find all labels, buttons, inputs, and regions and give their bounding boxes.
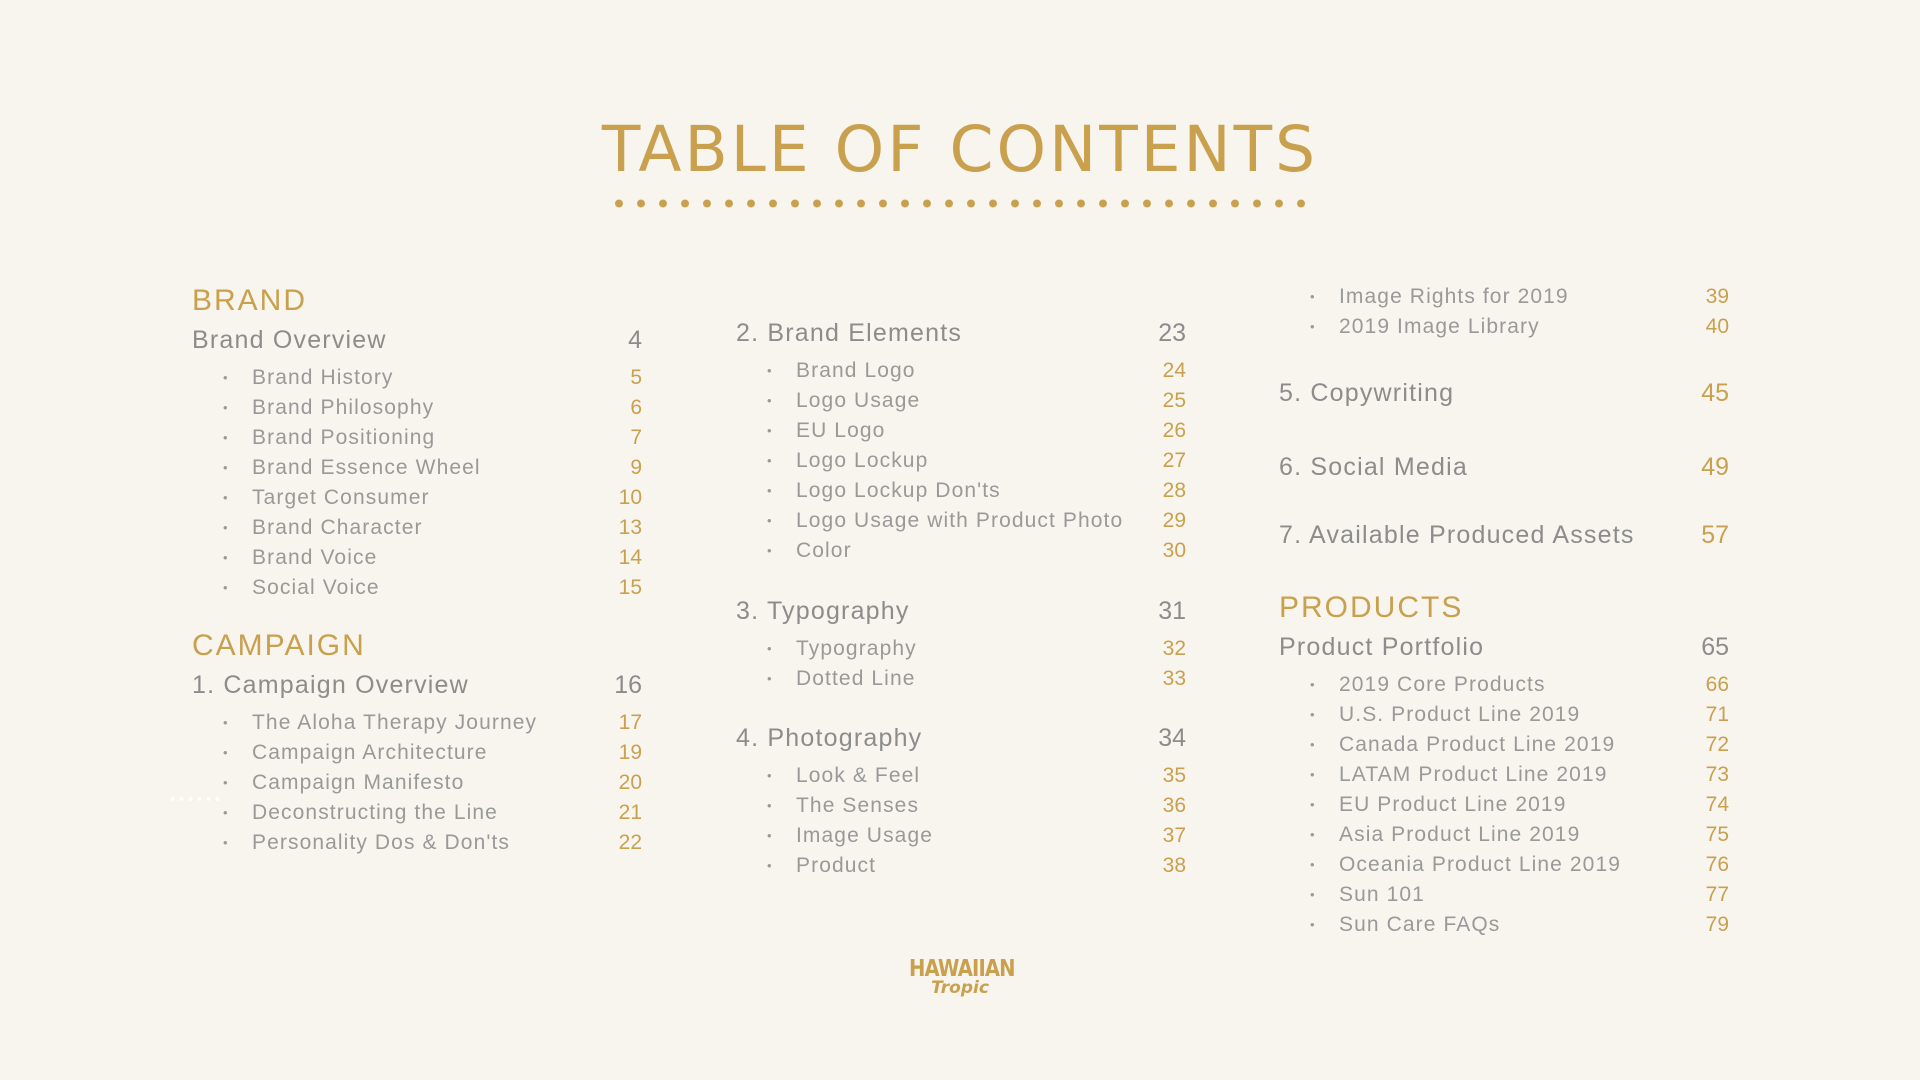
page-title: TABLE OF CONTENTS [601,113,1319,186]
section-heading-brand: BRAND [192,284,308,317]
toc-item-label: • 2019 Image Library [1279,312,1540,342]
toc-item-page: 36 [1162,794,1186,817]
toc-entry-page: 31 [1158,597,1186,625]
toc-item[interactable] [192,708,642,738]
toc-item-page: 27 [1162,449,1186,472]
toc-entry-page: 65 [1701,633,1729,661]
toc-entry-page: 16 [614,671,642,699]
toc-item[interactable] [736,664,1186,694]
toc-item-page: 22 [618,831,642,854]
toc-item[interactable] [1279,730,1729,760]
toc-item-page: 40 [1705,315,1729,338]
toc-entry-page: 4 [628,326,642,354]
toc-item-page: 14 [618,546,642,569]
toc-item-label: • U.S. Product Line 2019 [1279,700,1580,730]
toc-item-label: • EU Logo [736,416,885,446]
toc-item-label: • Brand Logo [736,356,916,386]
toc-item-label: • The Senses [736,791,919,821]
toc-item-page: 20 [618,771,642,794]
dotted-divider [608,199,1312,208]
toc-item-label: • Typography [736,634,917,664]
toc-entry-social-media[interactable] [1279,452,1729,482]
toc-item[interactable] [1279,850,1729,880]
toc-entry-label: 2. Brand Elements [736,319,963,347]
toc-item[interactable] [192,393,642,423]
toc-item-page: 21 [618,801,642,824]
toc-item[interactable] [1279,910,1729,940]
toc-item-page: 25 [1162,389,1186,412]
toc-item[interactable] [192,513,642,543]
toc-item[interactable] [1279,670,1729,700]
toc-item-page: 9 [630,456,642,479]
toc-entry-photography[interactable] [736,723,1186,753]
toc-list-products [1279,670,1729,940]
toc-item-label: • Logo Lockup Don'ts [736,476,1001,506]
toc-item-page: 35 [1162,764,1186,787]
toc-item-label: • Campaign Architecture [192,738,488,768]
toc-entry-label: Product Portfolio [1279,633,1485,661]
toc-entry-page: 49 [1701,453,1729,481]
toc-item-page: 32 [1162,637,1186,660]
toc-entry-label: 4. Photography [736,724,923,752]
toc-item-page: 6 [630,396,642,419]
toc-entry-page: 45 [1701,379,1729,407]
toc-item[interactable] [736,476,1186,506]
toc-item-page: 74 [1705,793,1729,816]
toc-item-page: 38 [1162,854,1186,877]
toc-list-brand-elements [736,356,1186,566]
toc-item[interactable] [1279,282,1729,312]
toc-item[interactable] [192,363,642,393]
toc-item[interactable] [192,573,642,603]
toc-item[interactable] [736,356,1186,386]
toc-item[interactable] [736,791,1186,821]
toc-item-page: 24 [1162,359,1186,382]
toc-item-page: 29 [1162,509,1186,532]
toc-item-page: 39 [1705,285,1729,308]
toc-item-label: • Image Usage [736,821,933,851]
toc-entry-label: Brand Overview [192,326,387,354]
toc-item-label: • Brand Character [192,513,423,543]
toc-item-label: • Product [736,851,876,881]
toc-list-photography [736,761,1186,881]
toc-item[interactable] [1279,790,1729,820]
toc-item-label: • Brand Philosophy [192,393,434,423]
toc-list-photography-continued [1279,282,1729,342]
toc-item-label: • Brand Essence Wheel [192,453,481,483]
toc-list-campaign [192,708,642,858]
toc-item-label: • Sun Care FAQs [1279,910,1500,940]
toc-item-page: 66 [1705,673,1729,696]
toc-item-page: 72 [1705,733,1729,756]
toc-item-page: 73 [1705,763,1729,786]
toc-item[interactable] [192,738,642,768]
toc-item-page: 37 [1162,824,1186,847]
toc-item-label: • Brand History [192,363,394,393]
toc-entry-page: 34 [1158,724,1186,752]
toc-item-label: • Logo Lockup [736,446,928,476]
toc-item-label: • Social Voice [192,573,380,603]
toc-entry-page: 57 [1701,521,1729,549]
toc-item[interactable] [736,821,1186,851]
toc-item[interactable] [192,543,642,573]
toc-list-typography [736,634,1186,694]
hawaiian-tropic-logo [900,957,1020,1007]
toc-entry-typography[interactable] [736,596,1186,626]
toc-entry-label: 1. Campaign Overview [192,671,469,699]
toc-item-page: 71 [1705,703,1729,726]
toc-entry-available-assets[interactable] [1279,520,1729,550]
toc-item[interactable] [1279,700,1729,730]
toc-entry-label: 5. Copywriting [1279,379,1455,407]
toc-entry-brand-elements[interactable] [736,318,1186,348]
toc-item-page: 17 [618,711,642,734]
toc-entry-campaign-overview[interactable] [192,670,642,700]
toc-item-page: 75 [1705,823,1729,846]
toc-list-brand [192,363,642,603]
toc-item-label: • Target Consumer [192,483,430,513]
toc-item-label: • Image Rights for 2019 [1279,282,1569,312]
toc-item[interactable] [1279,880,1729,910]
toc-item[interactable] [736,536,1186,566]
toc-item[interactable] [192,423,642,453]
toc-item[interactable] [736,634,1186,664]
toc-item-page: 77 [1705,883,1729,906]
logo-wordmark-bottom: Tropic [931,978,989,998]
toc-item[interactable] [736,761,1186,791]
toc-entry-label: 3. Typography [736,597,910,625]
toc-item-label: • Brand Positioning [192,423,435,453]
toc-entry-copywriting[interactable] [1279,378,1729,408]
toc-item-label: • Logo Usage with Product Photo [736,506,1123,536]
toc-item[interactable] [192,483,642,513]
toc-item-label: • Dotted Line [736,664,916,694]
toc-entry-label: 7. Available Produced Assets [1279,521,1635,549]
toc-item-label: • EU Product Line 2019 [1279,790,1566,820]
toc-item[interactable] [192,768,642,798]
toc-item-page: 30 [1162,539,1186,562]
toc-item[interactable] [736,506,1186,536]
toc-item-page: 13 [618,516,642,539]
toc-item[interactable] [192,453,642,483]
logo-wordmark-top: HAWAIIAN [909,956,1015,982]
toc-item-page: 5 [630,366,642,389]
toc-item-label: • Brand Voice [192,543,377,573]
toc-entry-product-portfolio[interactable] [1279,632,1729,662]
toc-item-label: • Campaign Manifesto [192,768,464,798]
toc-entry-brand-overview[interactable] [192,325,642,355]
toc-item-page: 7 [630,426,642,449]
toc-item-label: • Oceania Product Line 2019 [1279,850,1621,880]
section-heading-products: PRODUCTS [1279,591,1464,624]
toc-item-label: • Color [736,536,852,566]
toc-item-label: • Logo Usage [736,386,920,416]
toc-item[interactable] [736,446,1186,476]
toc-item[interactable] [192,798,642,828]
toc-item-page: 15 [618,576,642,599]
toc-item[interactable] [736,851,1186,881]
toc-item[interactable] [1279,820,1729,850]
toc-item-label: • Look & Feel [736,761,920,791]
toc-item-label: • The Aloha Therapy Journey [192,708,537,738]
toc-item[interactable] [192,828,642,858]
toc-item-label: • Sun 101 [1279,880,1425,910]
toc-item-label: • LATAM Product Line 2019 [1279,760,1608,790]
toc-item-page: 10 [618,486,642,509]
toc-item-page: 76 [1705,853,1729,876]
toc-item[interactable] [736,386,1186,416]
toc-item[interactable] [1279,760,1729,790]
toc-item-page: 33 [1162,667,1186,690]
toc-item-page: 19 [618,741,642,764]
section-heading-campaign: CAMPAIGN [192,629,366,662]
toc-entry-label: 6. Social Media [1279,453,1468,481]
toc-item-label: • Personality Dos & Don'ts [192,828,510,858]
toc-item-page: 79 [1705,913,1729,936]
toc-entry-page: 23 [1158,319,1186,347]
toc-item-page: 26 [1162,419,1186,442]
toc-item-label: • 2019 Core Products [1279,670,1546,700]
toc-item-label: • Deconstructing the Line [192,798,498,828]
toc-item[interactable] [736,416,1186,446]
toc-item[interactable] [1279,312,1729,342]
toc-item-page: 28 [1162,479,1186,502]
toc-item-label: • Canada Product Line 2019 [1279,730,1615,760]
toc-item-label: • Asia Product Line 2019 [1279,820,1580,850]
